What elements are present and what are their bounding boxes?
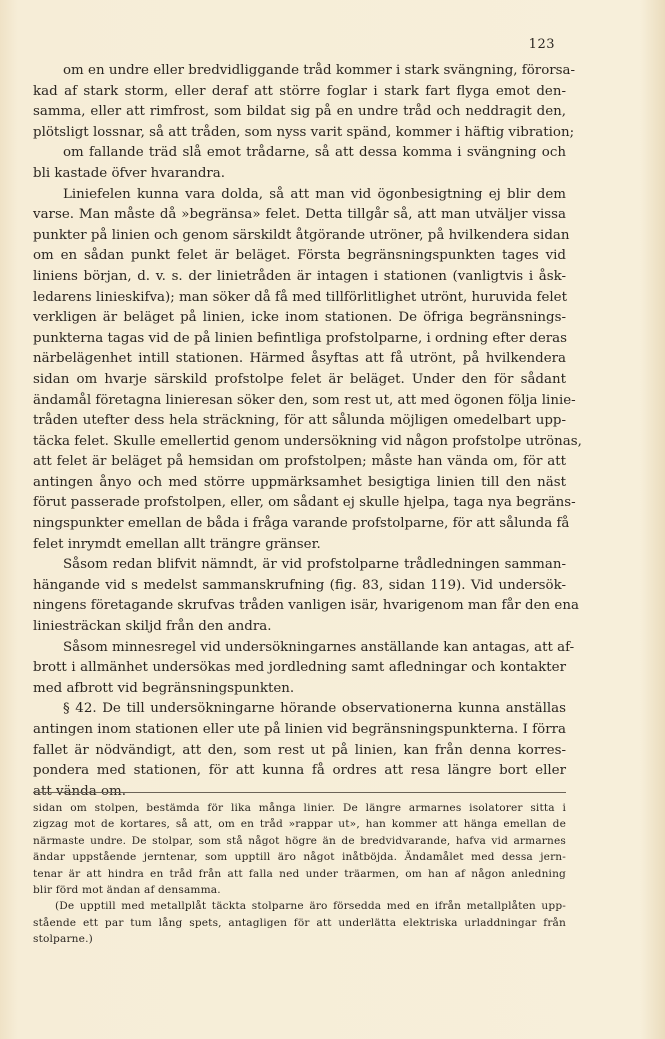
text-line: kad af stark storm, eller deraf att större foglar i stark fart flyga emot den- — [33, 83, 566, 99]
text-line: antingen ånyo och med större uppmärksamhet besigtiga linien till den näst — [33, 474, 566, 490]
footnote-line: sidan om stolpen, bestämda för lika många linier. De längre armarnes isolatorer sitta i — [33, 802, 566, 814]
text-line: liniens början, d. v. s. der linietråden är intagen i stationen (vanligtvis i åsk- — [33, 268, 566, 284]
footnote-line: närmaste undre. De stolpar, som stå något högre än de bredvidvarande, hafva vid armarnes — [33, 834, 566, 847]
text-line: om fallande träd slå emot trådarne, så att dessa komma i svängning och — [63, 145, 566, 161]
text-line: punkter på linien och genom särskildt åtgörande utröner, på hvilkendera sidan — [33, 227, 570, 243]
text-line: täcka felet. Skulle emellertid genom undersökning vid någon profstolpe utrönas, — [33, 433, 582, 449]
text-line: Liniefelen kunna vara dolda, så att man vid ögonbesigtning ej blir dem — [63, 186, 566, 202]
text-line: Såsom redan blifvit nämndt, är vid profstolparne trådledningen samman- — [63, 557, 566, 573]
footnote-line: tenar är att hindra en tråd från att falla ned under träarmen, om han af någon anledning — [33, 867, 566, 880]
text-line: verkligen är beläget på linien, icke inom stationen. De öfriga begränsnings- — [33, 310, 566, 326]
footnote-divider — [33, 792, 566, 793]
footnote-line: stående ett par tum lång spets, antagligen för att underlätta elektriska urladdningar från — [33, 916, 566, 929]
text-line: fallet är nödvändigt, att den, som rest ut på linien, kan från denna korres- — [33, 742, 566, 758]
text-line: ändamål företagna linieresan söker den, som rest ut, att med ögonen följa linie- — [33, 392, 576, 408]
text-line: med afbrott vid begränsningspunkten. — [33, 680, 295, 696]
footnote-line: blir förd mot ändan af densamma. — [33, 883, 221, 896]
footnotes — [33, 800, 566, 948]
text-line: ningspunkter emellan de båda i fråga varande profstolparne, för att sålunda få — [33, 516, 570, 532]
text-line: antingen inom stationen eller ute på linien vid begränsningspunkterna. I förra — [33, 722, 566, 737]
text-line: samma, eller att rimfrost, som bildat sig på en undre tråd och neddragit den, — [33, 104, 566, 120]
footnote-line: (De upptill med metallplåt täckta stolparne äro försedda med en ifrån metallplåten upp- — [55, 900, 566, 913]
text-line: närbelägenhet intill stationen. Härmed åsyftas att få utrönt, på hvilkendera — [33, 351, 566, 367]
footnote-line: stolparne.) — [33, 933, 93, 946]
text-line: ledarens linieskifva); man söker då få med tillförlitlighet utrönt, huruvida felet — [33, 289, 567, 305]
body-text — [33, 61, 582, 802]
footnote-line: ändar uppstående jerntenar, som upptill äro något inåtböjda. Ändamålet med dessa jern- — [33, 851, 566, 864]
text-line: om en undre eller bredvidliggande tråd kommer i stark svängning, förorsa- — [63, 63, 576, 78]
text-line: förut passerade profstolpen, eller, om sådant ej skulle hjelpa, taga nya begräns- — [33, 495, 576, 511]
text-line: liniesträckan skiljd från den andra. — [33, 619, 272, 635]
text-line: varse. Man måste då »begränsa» felet. Detta tillgår så, att man utväljer vissa — [33, 207, 566, 223]
text-line: tråden utefter dess hela sträckning, för att sålunda möjligen omedelbart upp- — [33, 413, 566, 429]
text-line: punkterna tagas vid de på linien befintliga profstolparne, i ordning efter deras — [33, 330, 568, 346]
text-line: § 42. De till undersökningarne hörande observationerna kunna anställas — [63, 701, 566, 717]
text-line: om en sådan punkt felet är beläget. Första begränsningspunkten tages vid — [33, 248, 566, 264]
text-line: plötsligt lossnar, så att tråden, som nyss varit spänd, kommer i häftig vibration; — [33, 124, 575, 140]
text-line: ningens företagande skrufvas tråden vanligen isär, hvarigenom man får den ena — [33, 598, 579, 614]
text-line: hängande vid s medelst sammanskrufning (fig. 83, sidan 119). Vid undersök- — [33, 577, 566, 593]
text-line: felet inrymdt emellan allt trängre gränser. — [33, 536, 321, 552]
page-number: 123 — [528, 37, 555, 52]
text-line: att vända om. — [33, 783, 127, 799]
footnote-line: zigzag mot de kortares, så att, om en tråd »rappar ut», han kommer att hänga emellan de — [33, 818, 566, 831]
text-line: brott i allmänhet undersökas med jordledning samt afledningar och kontakter — [33, 660, 566, 676]
text-line: Såsom minnesregel vid undersökningarnes anställande kan antagas, att af- — [63, 639, 575, 655]
text-line: bli kastade öfver hvarandra. — [33, 165, 226, 181]
text-line: att felet är beläget på hemsidan om profstolpen; måste han vända om, för att — [33, 454, 566, 470]
text-line: pondera med stationen, för att kunna få ordres att resa längre bort eller — [33, 763, 566, 779]
text-line: sidan om hvarje särskild profstolpe felet är beläget. Under den för sådant — [33, 371, 566, 387]
